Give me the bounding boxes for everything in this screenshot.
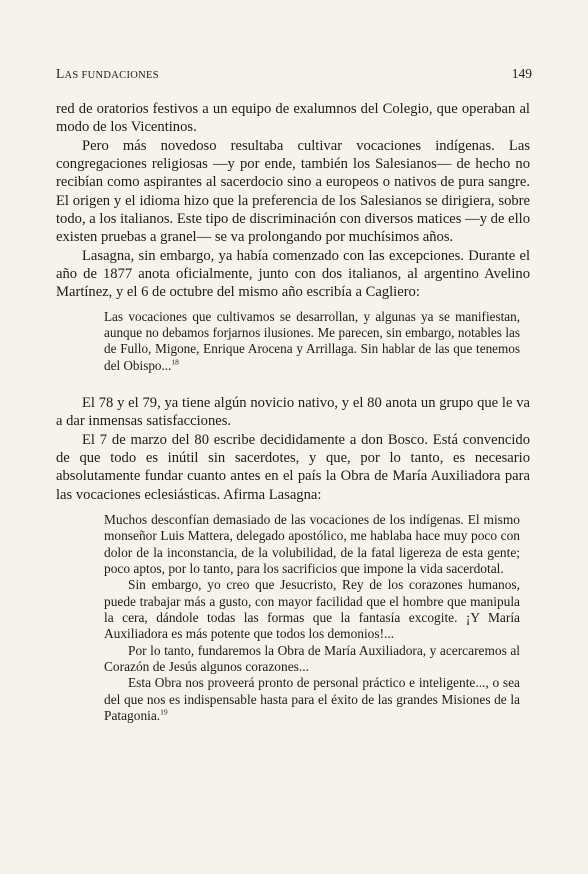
quote-paragraph: [104, 675, 520, 724]
quote-text: [104, 309, 520, 374]
footnote-marker: 19: [160, 707, 168, 717]
footnote-marker: 18: [171, 357, 179, 367]
running-head-rest: FUNDACIONES: [81, 70, 159, 81]
quote-paragraph: Muchos desconfían demasiado de las vocaciones de los indígenas. El mismo monseñor Luis Mattera, delegado apostólico, me hablaba hace muy poco con dolor de la inconstancia, de la volubilidad, de la fatal ligereza de esta gente; poco aptos, por lo tanto, para los sacrificios que impone la vida sacerdotal.: [104, 512, 520, 577]
page-body: [56, 100, 530, 725]
spacer: [56, 384, 530, 394]
page-header: [56, 66, 532, 82]
running-head: [56, 66, 159, 82]
paragraph: El 7 de marzo del 80 escribe decididamente a don Bosco. Está convencido de que todo es inútil sin sacerdotes, y que, por lo tanto, es necesario absolutamente fundar cuanto antes en el país la Obra de María Auxiliadora para las vocaciones eclesiásticas. Afirma Lasagna:: [56, 431, 530, 503]
running-head-cap: L: [56, 66, 65, 81]
paragraph: El 78 y el 79, ya tiene algún novicio nativo, y el 80 anota un grupo que le va a dar inmensas satisfacciones.: [56, 394, 530, 430]
block-quote: [104, 309, 520, 374]
quote-paragraph: Por lo tanto, fundaremos la Obra de María Auxiliadora, y acercaremos al Corazón de Jesús algunos corazones...: [104, 642, 520, 675]
quote-body: Las vocaciones que cultivamos se desarrollan, y algunas ya se manifiestan, aunque no debamos forjarnos ilusiones. Me parecen, sin embargo, notables las de Fullo, Migone, Enrique Arocena y Arrillaga. Sin hablar de las que tenemos del Obispo...: [104, 308, 520, 373]
quote-body: Esta Obra nos proveerá pronto de personal práctico e inteligente..., o sea del que nos es indispensable hasta para el éxito de las grandes Misiones de la Patagonia.: [104, 675, 520, 724]
paragraph: red de oratorios festivos a un equipo de exalumnos del Colegio, que operaban al modo de los Vicentinos.: [56, 101, 530, 136]
paragraph: Pero más novedoso resultaba cultivar vocaciones indígenas. Las congregaciones religiosas —y por ende, también los Salesianos— de hecho no recibían como aspirantes al sacerdocio sino a europeos o nativos de pura sangre. El origen y el idioma hizo que la preferencia de los Salesianos se dirigiera, sobre todo, a los italianos. Este tipo de discriminación con diversos matices —y de ello existen pruebas a granel— se va prolongando por muchísimos años.: [56, 137, 530, 246]
running-head-first: AS: [64, 70, 82, 81]
paragraph: Lasagna, sin embargo, ya había comenzado con las excepciones. Durante el año de 1877 anota oficialmente, junto con dos italianos, al argentino Avelino Martínez, y el 6 de octubre del mismo año escribía a Cagliero:: [56, 247, 530, 301]
page-number: 149: [511, 66, 532, 81]
block-quote: [104, 512, 520, 724]
quote-paragraph: Sin embargo, yo creo que Jesucristo, Rey de los corazones humanos, puede trabajar más a gusto, con mayor facilidad que el hombre que manipula la cera, dándole todas las formas que la fantasía excogite. ¡Y María Auxiliadora es más potente que todos los demonios!...: [104, 577, 520, 642]
